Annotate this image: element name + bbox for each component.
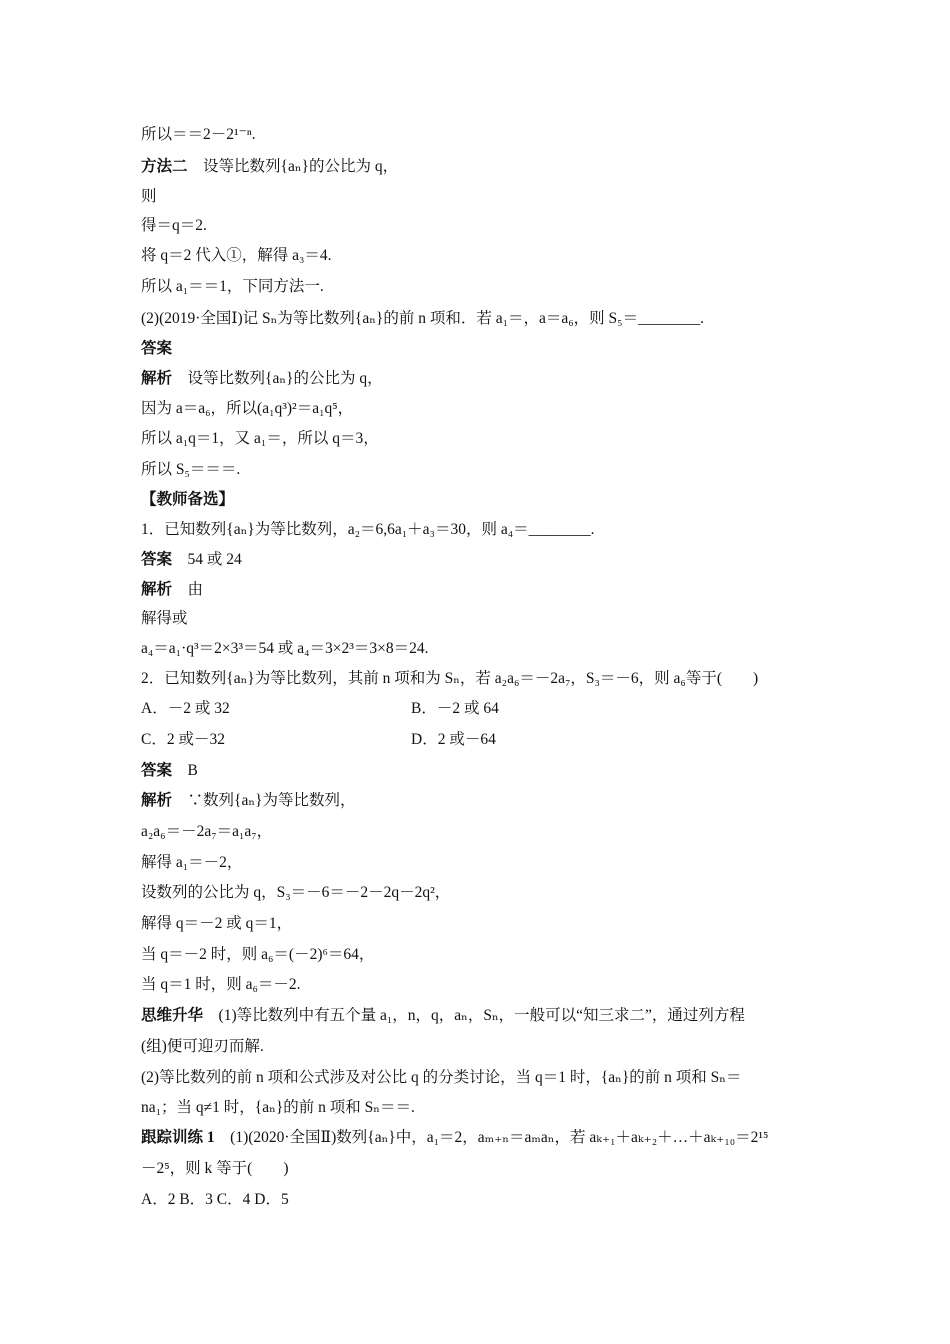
option-c: C．2 或－32 xyxy=(141,731,225,748)
practice-line xyxy=(141,1128,768,1148)
answer-label: 答案 xyxy=(141,762,173,779)
sublimation-label: 思维升华 xyxy=(141,1007,204,1024)
text-line: 所以 S₅＝＝＝. xyxy=(141,461,241,478)
text-line: 所以 a₁q＝1，又 a₁＝，所以 q＝3， xyxy=(141,430,379,447)
text-line: (2)等比数列的前 n 项和公式涉及对公比 q 的分类讨论，当 q＝1 时，{aₙ}的前 n 项和 Sₙ＝ xyxy=(141,1069,742,1086)
question-line: 1．已知数列{aₙ}为等比数列，a₂＝6,6a₁＋a₃＝30，则 a₄＝________. xyxy=(141,521,595,538)
text-segment: 设等比数列{aₙ}的公比为 q， xyxy=(203,158,399,175)
text-line: 将 q＝2 代入①，解得 a₃＝4. xyxy=(141,247,332,264)
text-line: 设数列的公比为 q，S₃＝－6＝－2－2q－2q²， xyxy=(141,884,451,901)
answer-label: 答案 xyxy=(141,551,173,568)
text-line: 解得 a₁＝－2， xyxy=(141,854,243,871)
option-b: B．－2 或 64 xyxy=(411,700,499,717)
method-two-line xyxy=(141,157,398,177)
analysis-label: 解析 xyxy=(141,792,173,809)
text-line: 因为 a＝a₆，所以(a₁q³)²＝a₁q⁵， xyxy=(141,400,354,417)
text-segment: ∵数列{aₙ}为等比数列， xyxy=(187,792,356,809)
option-a: A．－2 或 32 xyxy=(141,700,230,717)
text-line: na₁；当 q≠1 时，{aₙ}的前 n 项和 Sₙ＝＝. xyxy=(141,1099,415,1116)
text-line: －2⁵，则 k 等于( ) xyxy=(141,1160,289,1177)
analysis-label: 解析 xyxy=(141,370,173,387)
text-segment: (1)等比数列中有五个量 a₁，n，q，aₙ，Sₙ，一般可以“知三求二”，通过列方程 xyxy=(218,1007,745,1024)
options-line: A．2 B．3 C．4 D．5 xyxy=(141,1191,289,1208)
text-line: (组)便可迎刃而解. xyxy=(141,1038,264,1055)
text-line: 当 q＝1 时，则 a₆＝－2. xyxy=(141,976,301,993)
answer-label: 答案 xyxy=(141,340,173,357)
text-line: 得＝q＝2. xyxy=(141,217,207,234)
text-line: 所以＝＝2－2¹⁻ⁿ. xyxy=(141,126,256,143)
text-line: a₂a₆＝－2a₇＝a₁a₇， xyxy=(141,823,273,840)
analysis-line xyxy=(141,369,383,389)
answer-value: B xyxy=(187,762,198,779)
practice-label: 跟踪训练 1 xyxy=(141,1129,215,1146)
question-line: 2．已知数列{aₙ}为等比数列，其前 n 项和为 Sₙ，若 a₂a₆＝－2a₇，S₃＝－6，则 a₆等于( ) xyxy=(141,670,759,687)
analysis-label: 解析 xyxy=(141,581,173,598)
analysis-line xyxy=(141,580,203,600)
analysis-line xyxy=(141,791,356,811)
text-line: 所以 a₁＝＝1，下同方法一. xyxy=(141,278,324,295)
question-line: (2)(2019·全国Ⅰ)记 Sₙ为等比数列{aₙ}的前 n 项和．若 a₁＝，a＝a₆，则 S₅＝________. xyxy=(141,310,704,327)
answer-value: 54 或 24 xyxy=(187,551,242,568)
answer-line xyxy=(141,761,198,781)
sublimation-line xyxy=(141,1006,745,1026)
option-d: D．2 或－64 xyxy=(411,731,496,748)
answer-line xyxy=(141,550,242,570)
text-line: 解得或 xyxy=(141,610,188,627)
text-segment: (1)(2020·全国Ⅱ)数列{aₙ}中，a₁＝2，aₘ₊ₙ＝aₘaₙ，若 aₖ₊₁＋aₖ₊₂＋…＋aₖ₊₁₀＝2¹⁵ xyxy=(230,1129,769,1146)
text-segment: 设等比数列{aₙ}的公比为 q， xyxy=(187,370,383,387)
text-line: 解得 q＝－2 或 q＝1， xyxy=(141,915,293,932)
text-segment: 由 xyxy=(187,581,204,598)
text-line: 则 xyxy=(141,188,157,205)
teacher-section-title: 【教师备选】 xyxy=(141,491,235,508)
text-line: 当 q＝－2 时，则 a₆＝(－2)⁶＝64， xyxy=(141,946,375,963)
text-line: a₄＝a₁·q³＝2×3³＝54 或 a₄＝3×2³＝3×8＝24. xyxy=(141,640,429,657)
method-two-label: 方法二 xyxy=(141,158,188,175)
